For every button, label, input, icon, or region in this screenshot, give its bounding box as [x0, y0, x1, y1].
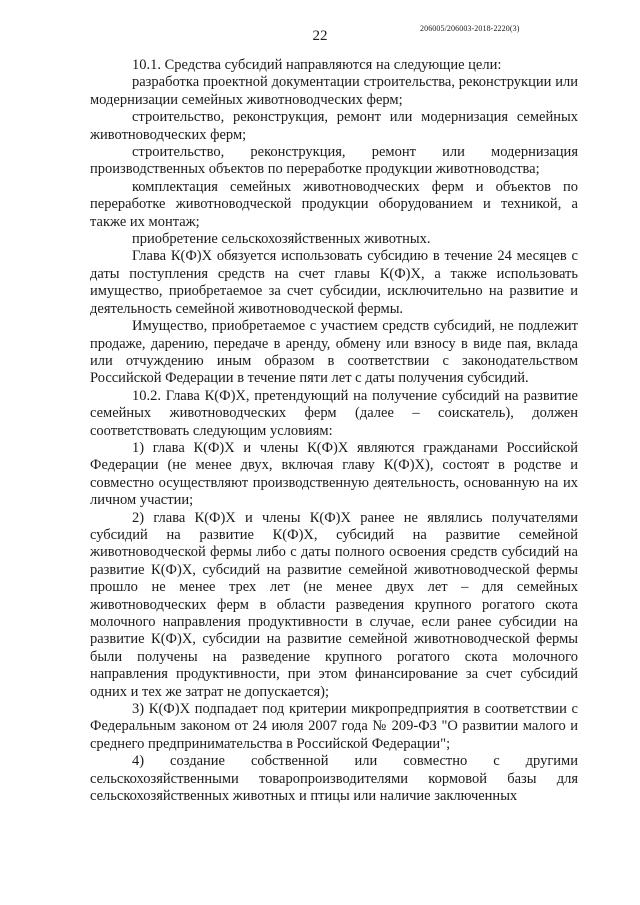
paragraph-goal-equipment: комплектация семейных животноводческих ферм и объектов по переработке животноводческой продукции оборудованием и техникой, а также их монтаж;	[90, 178, 578, 230]
paragraph-usage-obligation: Глава К(Ф)Х обязуется использовать субсидию в течение 24 месяцев с даты поступления средств на счет главы К(Ф)Х, а также использовать имущество, приобретаемое за счет субсидии, исключительно на развитие и деятельность семейной животноводческой фермы.	[90, 248, 578, 317]
paragraph-property-restriction: Имущество, приобретаемое с участием средств субсидий, не подлежит продаже, дарению, передаче в аренду, обмену или взносу в виде пая, вклада или отчуждению иным образом в соответствии с законодательством Российской Федерации в течение пяти лет с даты получения субсидий.	[90, 318, 578, 387]
document-code: 206005/206003-2018-2220(3)	[420, 24, 520, 33]
paragraph-10-1: 10.1. Средства субсидий направляются на следующие цели:	[132, 57, 502, 73]
paragraph-condition-1: 1) глава К(Ф)Х и члены К(Ф)Х являются гражданами Российской Федерации (не менее двух, включая главу К(Ф)Х), состоят в родстве и совместно осуществляют производственную деятельность, основанную на их личном участии;	[90, 439, 578, 509]
document-body	[90, 57, 578, 805]
paragraph-10-2: 10.2. Глава К(Ф)Х, претендующий на получение субсидий на развитие семейных животноводческих ферм (далее – соискатель), должен соответствовать следующим условиям:	[90, 387, 578, 439]
paragraph-goal-construction-farms: строительство, реконструкция, ремонт или модернизация семейных животноводческих ферм;	[90, 109, 578, 143]
page-number: 22	[312, 28, 328, 44]
paragraph-goal-design: разработка проектной документации строительства, реконструкции или модернизации семейных животноводческих ферм;	[90, 74, 578, 108]
paragraph-condition-3: 3) К(Ф)Х подпадает под критерии микропредприятия в соответствии с Федеральным законом от 24 июля 2007 года № 209-ФЗ "О развитии малого и среднего предпринимательства в Российской Федерации";	[90, 701, 578, 752]
paragraph-goal-construction-processing: строительство, реконструкция, ремонт или модернизация производственных объектов по переработке продукции животноводства;	[90, 144, 578, 178]
paragraph-condition-2: 2) глава К(Ф)Х и члены К(Ф)Х ранее не являлись получателями субсидий на развитие К(Ф)Х, субсидий на развитие семейной животноводческой фермы либо с даты полного освоения средств субсидий на развитие К(Ф)Х, субсидий на развитие семейной животноводческой фермы прошло не менее трех лет (не менее двух лет – для семейных животноводческих ферм в области разведения крупного рогатого скота молочного направления продуктивности в случае, если ранее субсидии на развитие К(Ф)Х, субсидии на развитие семейной животноводческой фермы были получены на разведение крупного рогатого скота молочного направления продуктивности, при этом финансирование за счет субсидий одних и тех же затрат не допускается);	[90, 509, 578, 700]
paragraph-condition-4: 4) создание собственной или совместно с другими сельскохозяйственными товаропроизводителями кормовой базы для сельскохозяйственных животных и птицы или наличие заключенных	[90, 753, 578, 805]
paragraph-goal-animals: приобретение сельскохозяйственных животных.	[132, 231, 431, 248]
